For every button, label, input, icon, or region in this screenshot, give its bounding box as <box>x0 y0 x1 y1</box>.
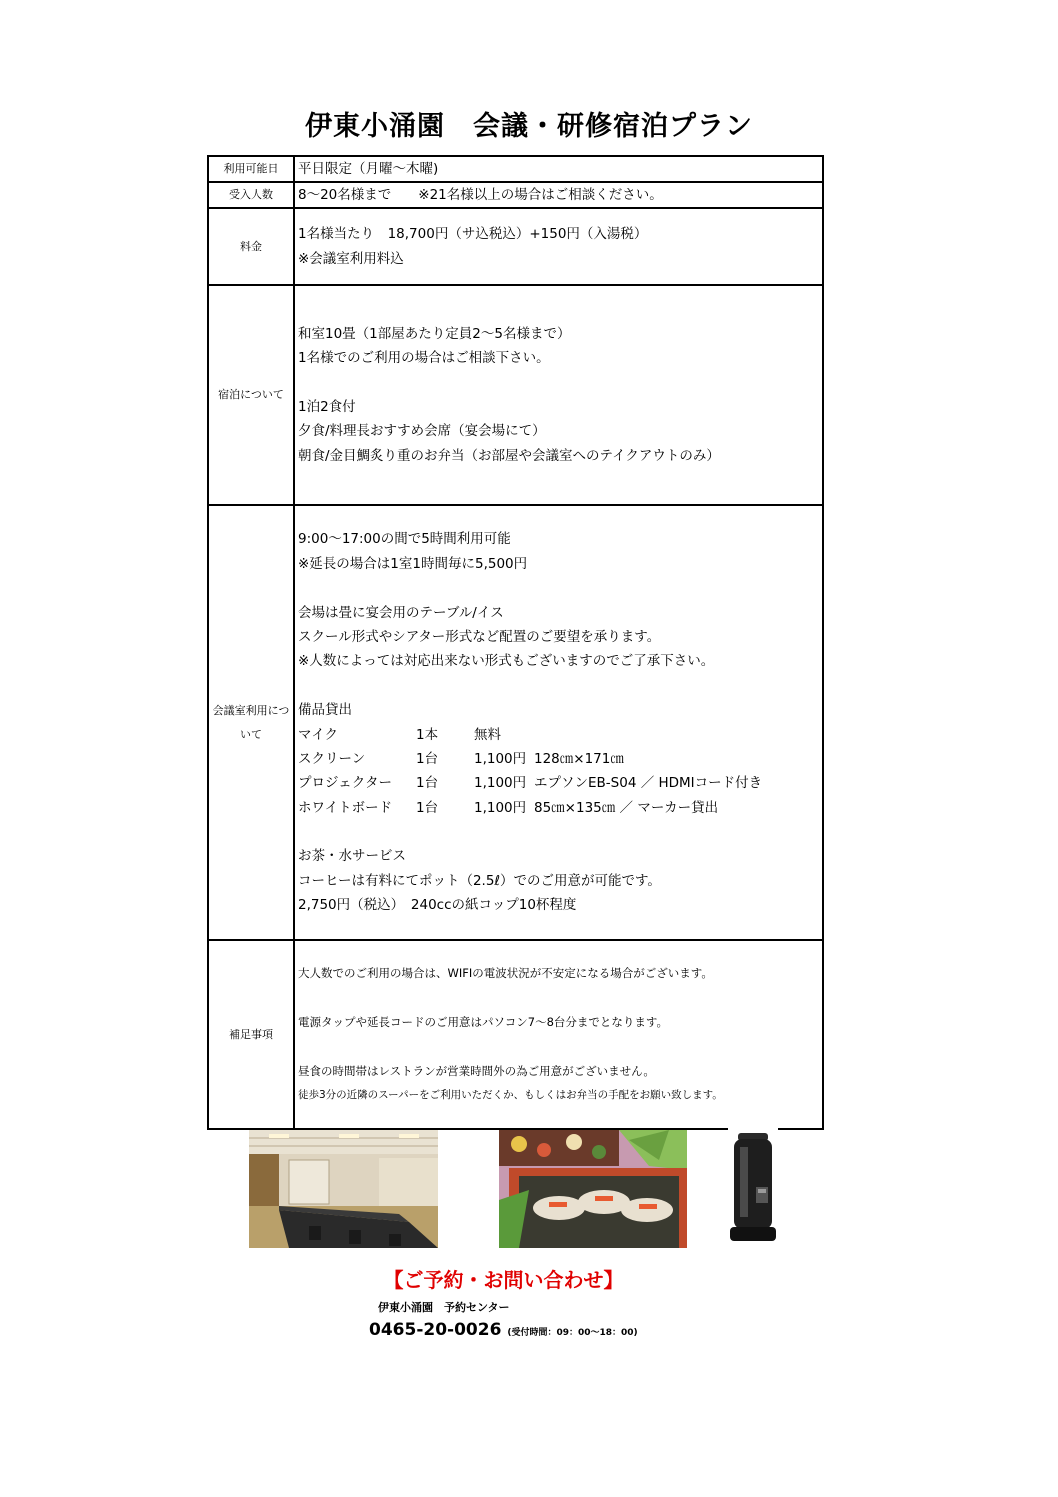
capacity-text: 8～20名様まで ※21名様以上の場合はご相談ください。 <box>298 187 663 203</box>
tea-line: 2,750円（税込） 240ccの紙コップ10杯程度 <box>298 897 577 914</box>
equipment-qty: 1台 <box>416 775 439 792</box>
stay-line: 朝食/金目鯛炙り重のお弁当（お部屋や会議室へのテイクアウトのみ） <box>298 447 720 464</box>
reception-hours: (受付時間：09：00～18：00) <box>507 1328 638 1338</box>
equipment-item: スクリーン <box>298 750 366 767</box>
tea-heading: お茶・水サービス <box>298 848 406 865</box>
meeting-line: スクール形式やシアター形式など配置のご要望を承ります。 <box>298 628 661 645</box>
equipment-row <box>298 723 822 747</box>
row-capacity <box>208 182 823 208</box>
phone-line <box>369 1320 638 1340</box>
equipment-item: マイク <box>298 726 338 743</box>
meeting-room-photo <box>249 1130 438 1248</box>
stay-line: 夕食/料理長おすすめ会席（宴会場にて） <box>298 423 546 440</box>
label-price: 料金 <box>208 208 294 285</box>
row-price <box>208 208 823 285</box>
value-notes <box>294 940 823 1129</box>
price-note: ※会議室利用料込 <box>298 250 404 267</box>
equipment-price: 1,100円 <box>474 750 527 767</box>
label-stay: 宿泊について <box>208 285 294 505</box>
stay-line: 和室10畳（1部屋あたり定員2～5名様まで） <box>298 325 571 342</box>
label-capacity: 受入人数 <box>208 182 294 208</box>
equipment-item: ホワイトボード <box>298 799 393 816</box>
value-capacity <box>294 182 823 208</box>
equipment-row <box>298 771 822 795</box>
value-price <box>294 208 823 285</box>
equipment-price: 無料 <box>474 726 501 743</box>
meeting-line: 9:00～17:00の間で5時間利用可能 <box>298 531 511 548</box>
equipment-qty: 1台 <box>416 799 439 816</box>
note-line: 徒歩3分の近隣のスーパーをご利用いただくか、もしくはお弁当の手配をお願い致します。 <box>298 1089 723 1102</box>
price-line: 1名様当たり 18,700円（サ込税込）+150円（入湯税） <box>298 226 648 243</box>
label-notes: 補足事項 <box>208 940 294 1129</box>
equipment-note: 128㎝×171㎝ <box>534 750 624 767</box>
equipment-qty: 1本 <box>416 726 439 743</box>
stay-line: 1名様でのご利用の場合はご相談下さい。 <box>298 350 550 367</box>
tea-line: コーヒーは有料にてポット（2.5ℓ）でのご用意が可能です。 <box>298 872 661 889</box>
meeting-line: ※人数によっては対応出来ない形式もございますのでご了承下さい。 <box>298 653 715 670</box>
meeting-line: ※延長の場合は1室1時間毎に5,500円 <box>298 555 528 572</box>
value-stay <box>294 285 823 505</box>
equipment-note: エプソンEB-S04 ／ HDMIコード付き <box>534 775 763 792</box>
equipment-row <box>298 796 822 820</box>
equipment-qty: 1台 <box>416 750 439 767</box>
row-available <box>208 156 823 182</box>
stay-line: 1泊2食付 <box>298 399 356 415</box>
equipment-note: 85㎝×135㎝ ／ マーカー貸出 <box>534 799 719 816</box>
meeting-line: 会場は畳に宴会用のテーブル/イス <box>298 604 504 621</box>
label-meeting: 会議室利用について <box>208 505 294 940</box>
contact-heading: 【ご予約・お問い合わせ】 <box>383 1268 624 1292</box>
page-title: 伊東小涌園 会議・研修宿泊プラン <box>305 111 753 142</box>
bento-photo <box>499 1130 687 1248</box>
plan-table <box>207 155 824 1130</box>
note-line: 昼食の時間帯はレストランが営業時間外の為ご用意がございません。 <box>298 1063 655 1078</box>
note-line: 電源タップや延長コードのご用意はパソコン7～8台分までとなります。 <box>298 1015 668 1030</box>
label-available: 利用可能日 <box>208 156 294 182</box>
value-meeting <box>294 505 823 940</box>
available-text: 平日限定（月曜～木曜) <box>298 161 439 177</box>
coffee-pot-photo <box>728 1127 778 1252</box>
phone-number[interactable]: 0465-20-0026 <box>369 1320 502 1340</box>
equipment-price: 1,100円 <box>474 799 527 816</box>
row-notes <box>208 940 823 1129</box>
reservation-center: 伊東小涌園 予約センター <box>378 1301 510 1314</box>
value-available <box>294 156 823 182</box>
row-stay <box>208 285 823 505</box>
equipment-heading: 備品貸出 <box>298 702 352 719</box>
equipment-item: プロジェクター <box>298 775 392 792</box>
note-line: 大人数でのご利用の場合は、WIFIの電波状況が不安定になる場合がございます。 <box>298 966 713 981</box>
equipment-price: 1,100円 <box>474 775 527 792</box>
equipment-row <box>298 747 822 771</box>
row-meeting <box>208 505 823 940</box>
